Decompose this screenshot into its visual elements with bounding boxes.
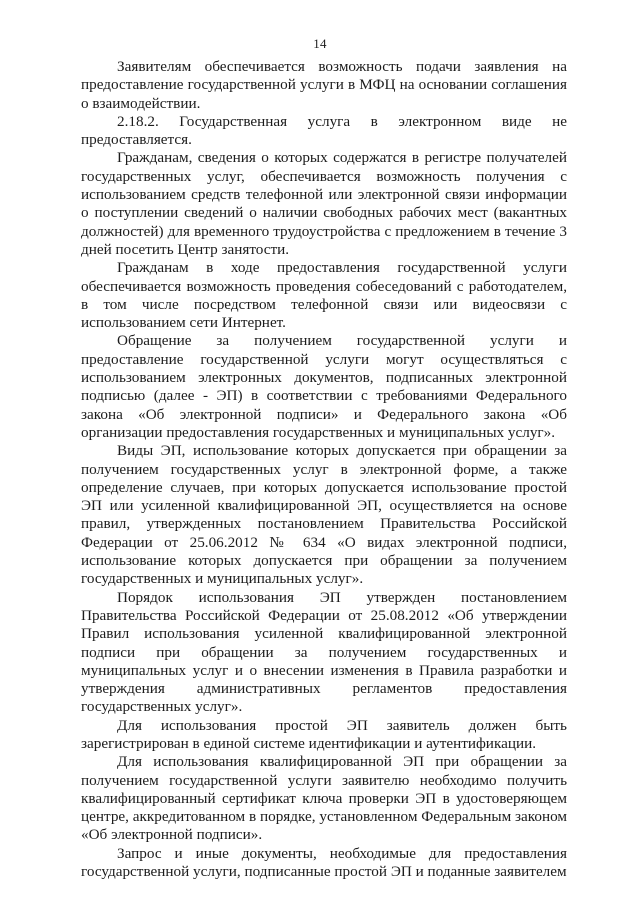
- paragraph-mfc-application: Заявителям обеспечивается возможность подачи заявления на предоставление государственной услуги в МФЦ на основании соглашения о взаимодействии.: [81, 58, 567, 112]
- document-body: [81, 58, 567, 881]
- paragraph-ep-types: Виды ЭП, использование которых допускается при обращении за получением государственных услуг в электронной форме, а также определение случаев, при которых допускается использование простой ЭП или усиленной квалифицированной ЭП, осуществляется на основе правил, утвержденных постановлением Правительства Российской Федерации от 25.06.2012 № 634 «О видах электронной подписи, использование которых допускается при обращении за получением государственных и муниципальных услуг».: [81, 442, 567, 588]
- paragraph-interviews: Гражданам в ходе предоставления государственной услуги обеспечивается возможность проведения собеседований с работодателем, в том числе посредством телефонной связи или видеосвязи с использованием сети Интернет.: [81, 259, 567, 332]
- paragraph-qualified-ep: Для использования квалифицированной ЭП при обращении за получением государственной услуги заявителю необходимо получить квалифицированный сертификат ключа проверки ЭП в удостоверяющем центре, аккредитованном в порядке, установленном Федеральным законом «Об электронной подписи».: [81, 753, 567, 844]
- page-number: 14: [313, 36, 327, 51]
- paragraph-request-documents: Запрос и иные документы, необходимые для предоставления государственной услуги, подписанные простой ЭП и поданные заявителем: [81, 844, 567, 881]
- paragraph-ep-procedure: Порядок использования ЭП утвержден постановлением Правительства Российской Федерации от 25.08.2012 «Об утверждении Правил использования усиленной квалифицированной электронной подписи при обращении за получением государственных и муниципальных услуг и о внесении изменения в Правила разработки и утверждения административных регламентов предоставления государственных услуг».: [81, 588, 567, 716]
- paragraph-2-18-2: 2.18.2. Государственная услуга в электронном виде не предоставляется.: [81, 112, 567, 149]
- paragraph-electronic-documents: Обращение за получением государственной услуги и предоставление государственной услуги могут осуществляться с использованием электронных документов, подписанных электронной подписью (далее - ЭП) в соответствии с требованиями Федерального закона «Об электронной подписи» и Федерального закона «Об организации предоставления государственных и муниципальных услуг».: [81, 332, 567, 441]
- paragraph-simple-ep: Для использования простой ЭП заявитель должен быть зарегистрирован в единой системе идентификации и аутентификации.: [81, 716, 567, 752]
- paragraph-vacancy-info: Гражданам, сведения о которых содержатся в регистре получателей государственных услуг, обеспечивается возможность получения с использованием средств телефонной или электронной связи информации о поступлении сведений о наличии свободных рабочих мест (вакантных должностей) для временного трудоустройства с предложением в течение 3 дней посетить Центр занятости.: [81, 149, 567, 258]
